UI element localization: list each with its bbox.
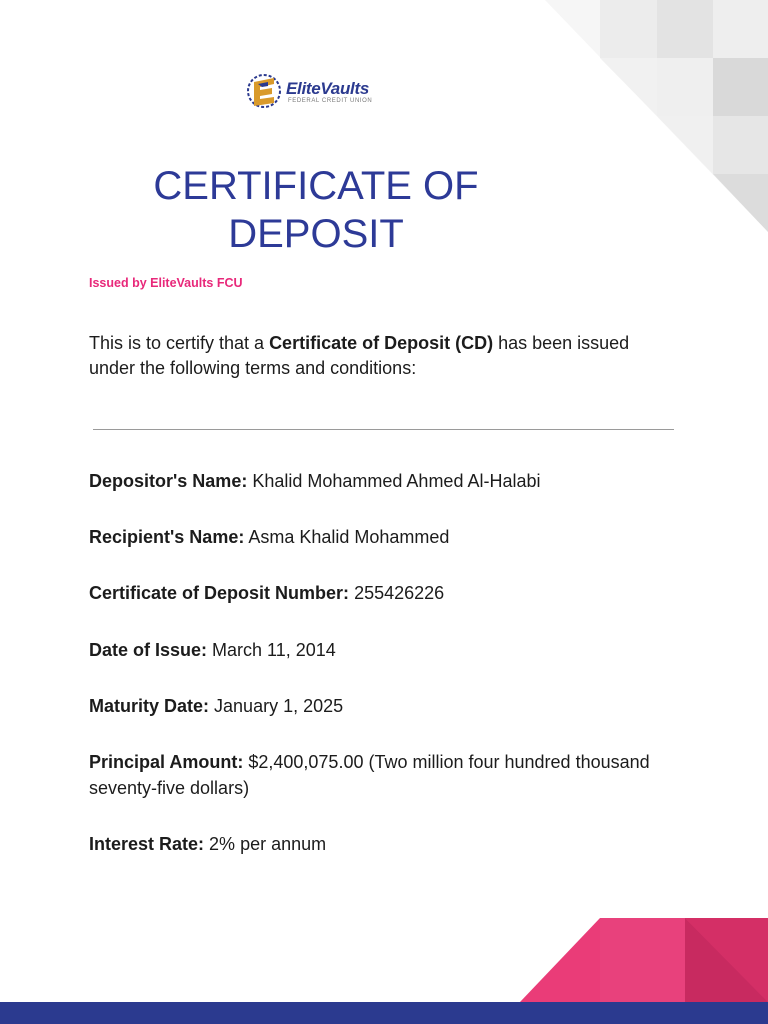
field-date-of-issue bbox=[89, 637, 669, 663]
footer-bar bbox=[0, 1002, 768, 1024]
bottom-right-accent bbox=[520, 918, 768, 1002]
field-value: Khalid Mohammed Ahmed Al-Halabi bbox=[252, 471, 541, 491]
section-divider bbox=[93, 429, 674, 430]
issuer-subtitle: Issued by EliteVaults FCU bbox=[89, 276, 243, 290]
field-principal-amount bbox=[89, 749, 669, 801]
field-label: Recipient's Name: bbox=[89, 527, 245, 547]
brand-logo bbox=[246, 70, 396, 114]
intro-paragraph bbox=[89, 331, 649, 381]
brand-subline: FEDERAL CREDIT UNION bbox=[288, 98, 373, 104]
field-label: Principal Amount: bbox=[89, 752, 244, 772]
field-recipient-name bbox=[89, 524, 669, 550]
field-value: Asma Khalid Mohammed bbox=[248, 527, 450, 547]
intro-emphasis: Certificate of Deposit (CD) bbox=[269, 333, 494, 353]
field-label: Maturity Date: bbox=[89, 696, 210, 716]
field-value: March 11, 2014 bbox=[212, 640, 336, 660]
field-value: 255426226 bbox=[354, 583, 445, 603]
field-label: Interest Rate: bbox=[89, 834, 205, 854]
intro-before: This is to certify that a bbox=[89, 333, 270, 353]
brand-name: EliteVaults bbox=[286, 79, 369, 98]
page-title: CERTIFICATE OF DEPOSIT bbox=[153, 164, 479, 256]
field-value: January 1, 2025 bbox=[214, 696, 344, 716]
field-cd-number bbox=[89, 580, 669, 606]
ev-shield-logo-icon bbox=[246, 70, 286, 114]
intro-after: has been issued under the following terms and conditions: bbox=[89, 333, 630, 378]
field-maturity-date bbox=[89, 693, 669, 719]
field-label: Depositor's Name: bbox=[89, 471, 248, 491]
field-label: Certificate of Deposit Number: bbox=[89, 583, 350, 603]
field-label: Date of Issue: bbox=[89, 640, 208, 660]
field-value: $2,400,075.00 (Two million four hundred thousand seventy-five dollars) bbox=[89, 752, 650, 798]
top-right-mosaic bbox=[545, 0, 768, 232]
field-interest-rate bbox=[89, 831, 669, 857]
field-value: 2% per annum bbox=[209, 834, 327, 854]
field-depositor-name bbox=[89, 468, 669, 494]
